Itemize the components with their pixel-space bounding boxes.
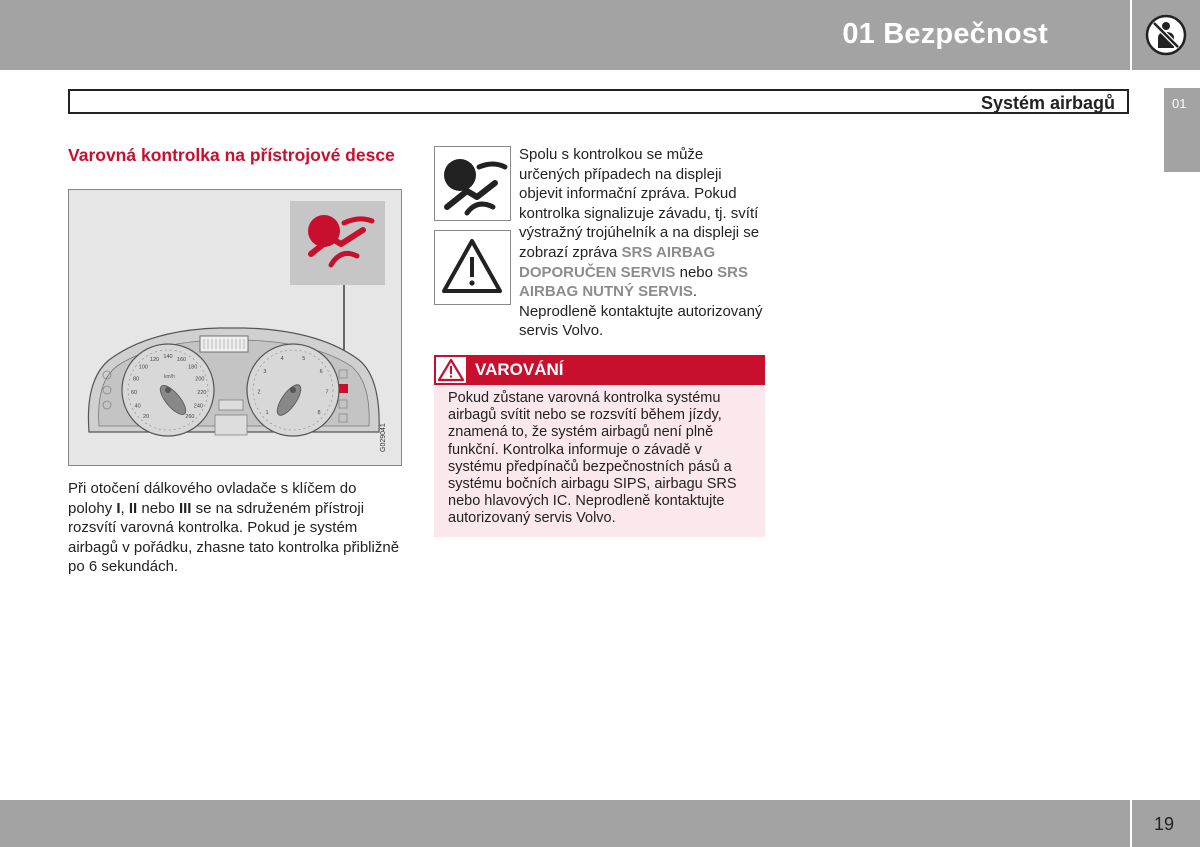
speedo-tick-label: 120 bbox=[149, 356, 160, 363]
left-body-text bbox=[68, 479, 404, 577]
left-column bbox=[68, 145, 404, 166]
warning-icon-box bbox=[436, 357, 466, 383]
speedo-tick-label: 40 bbox=[134, 403, 141, 410]
warning-symbol-box bbox=[434, 230, 511, 305]
warning-header bbox=[434, 355, 765, 385]
tacho-tick-label: 2 bbox=[257, 389, 261, 396]
position-i: I bbox=[116, 499, 121, 517]
warning-text: Pokud zůstane varovná kontrolka systému airbagů svítit nebo se rozsvítí během jízdy, znamená to, že systém airbagů není plně funkční. Kontrolka informuje o závadě v systému předpínačů bezpečnostních pásů a systému bočních airbagu SIPS, airbagu SRS nebo hlavových IC. Neprodleně kontaktujte autorizovaný servis Volvo. bbox=[434, 385, 765, 537]
srs-message-1: SRS AIRBAG DOPORUČEN SERVIS bbox=[519, 243, 716, 281]
body-text-part: se na sdruženém přístroji rozsvítí varovná kontrolka. Pokud je systém airbagů v pořádku, zhasne tato kontrolka přibližně po 6 sekundách. bbox=[68, 499, 400, 576]
tacho-tick-label: 3 bbox=[263, 368, 267, 375]
tacho-tick-label: 1 bbox=[265, 409, 269, 416]
speedo-tick-label: 260 bbox=[185, 414, 195, 420]
right-body-part-1: Spolu s kontrolkou se může určených případech na displeji objevit informační zpráva. Pokud kontrolka signalizuje závadu, tj. svítí výstražný trojúhelník a na displeji se zobrazí zpráva bbox=[519, 146, 760, 261]
footer-bar bbox=[0, 800, 1130, 847]
position-iii: III bbox=[178, 499, 192, 517]
chapter-title: 01 Bezpečnost bbox=[842, 18, 1048, 50]
section-title: Systém airbagů bbox=[980, 93, 1115, 113]
speedo-tick-label: 80 bbox=[133, 376, 140, 383]
speedo-tick-label: 140 bbox=[163, 354, 173, 360]
tacho-tick-label: 6 bbox=[319, 368, 323, 375]
warning-title: VAROVÁNÍ bbox=[475, 360, 564, 379]
speedo-tick-label: 200 bbox=[195, 376, 205, 383]
instrument-cluster-figure bbox=[68, 189, 402, 466]
left-heading: Varovná kontrolka na přístrojové desce bbox=[68, 145, 395, 165]
tacho-tick-label: 5 bbox=[302, 355, 306, 362]
figure-code: G029041 bbox=[380, 423, 387, 452]
tacho-tick-label: 8 bbox=[317, 409, 321, 416]
side-tab-label: 01 bbox=[1172, 96, 1187, 111]
instrument-cluster-illustration bbox=[69, 190, 401, 465]
speedo-tick-label: 100 bbox=[138, 364, 148, 371]
srs-message-2: SRS AIRBAG NUTNÝ SERVIS bbox=[519, 263, 748, 301]
position-ii: II bbox=[128, 499, 138, 517]
speedo-tick-label: 180 bbox=[188, 364, 198, 371]
section-header bbox=[68, 89, 1129, 114]
body-text-part: nebo bbox=[137, 499, 179, 517]
page-number: 19 bbox=[1154, 814, 1175, 834]
right-body-part-3: . Neprodleně kontaktujte autorizovaný servis Volvo. bbox=[519, 283, 763, 340]
right-body-text bbox=[519, 145, 764, 340]
speedo-tick-label: 240 bbox=[193, 403, 203, 410]
airbag-icon bbox=[435, 147, 510, 220]
speedo-tick-label: 60 bbox=[131, 390, 138, 396]
seatbelt-person-icon bbox=[1145, 14, 1187, 56]
speedo-tick-label: 160 bbox=[176, 356, 187, 363]
warning-triangle-icon bbox=[436, 357, 466, 383]
tacho-tick-label: 7 bbox=[325, 389, 329, 396]
body-text-part: , bbox=[120, 499, 129, 517]
airbag-symbol-box bbox=[434, 146, 511, 221]
warning-triangle-icon bbox=[435, 231, 510, 304]
speedo-unit: km/h bbox=[164, 374, 175, 380]
speedo-tick-label: 220 bbox=[197, 390, 207, 396]
chapter-side-tab bbox=[1164, 88, 1200, 172]
chapter-icon-box bbox=[1132, 0, 1200, 70]
page-number-box bbox=[1132, 800, 1200, 847]
header-bar bbox=[0, 0, 1130, 70]
speedo-tick-label: 20 bbox=[143, 414, 150, 420]
tacho-tick-label: 4 bbox=[280, 355, 284, 362]
right-body-part-2: nebo bbox=[675, 263, 718, 281]
body-text-part: Při otočení dálkového ovladače s klíčem do polohy bbox=[68, 480, 357, 517]
